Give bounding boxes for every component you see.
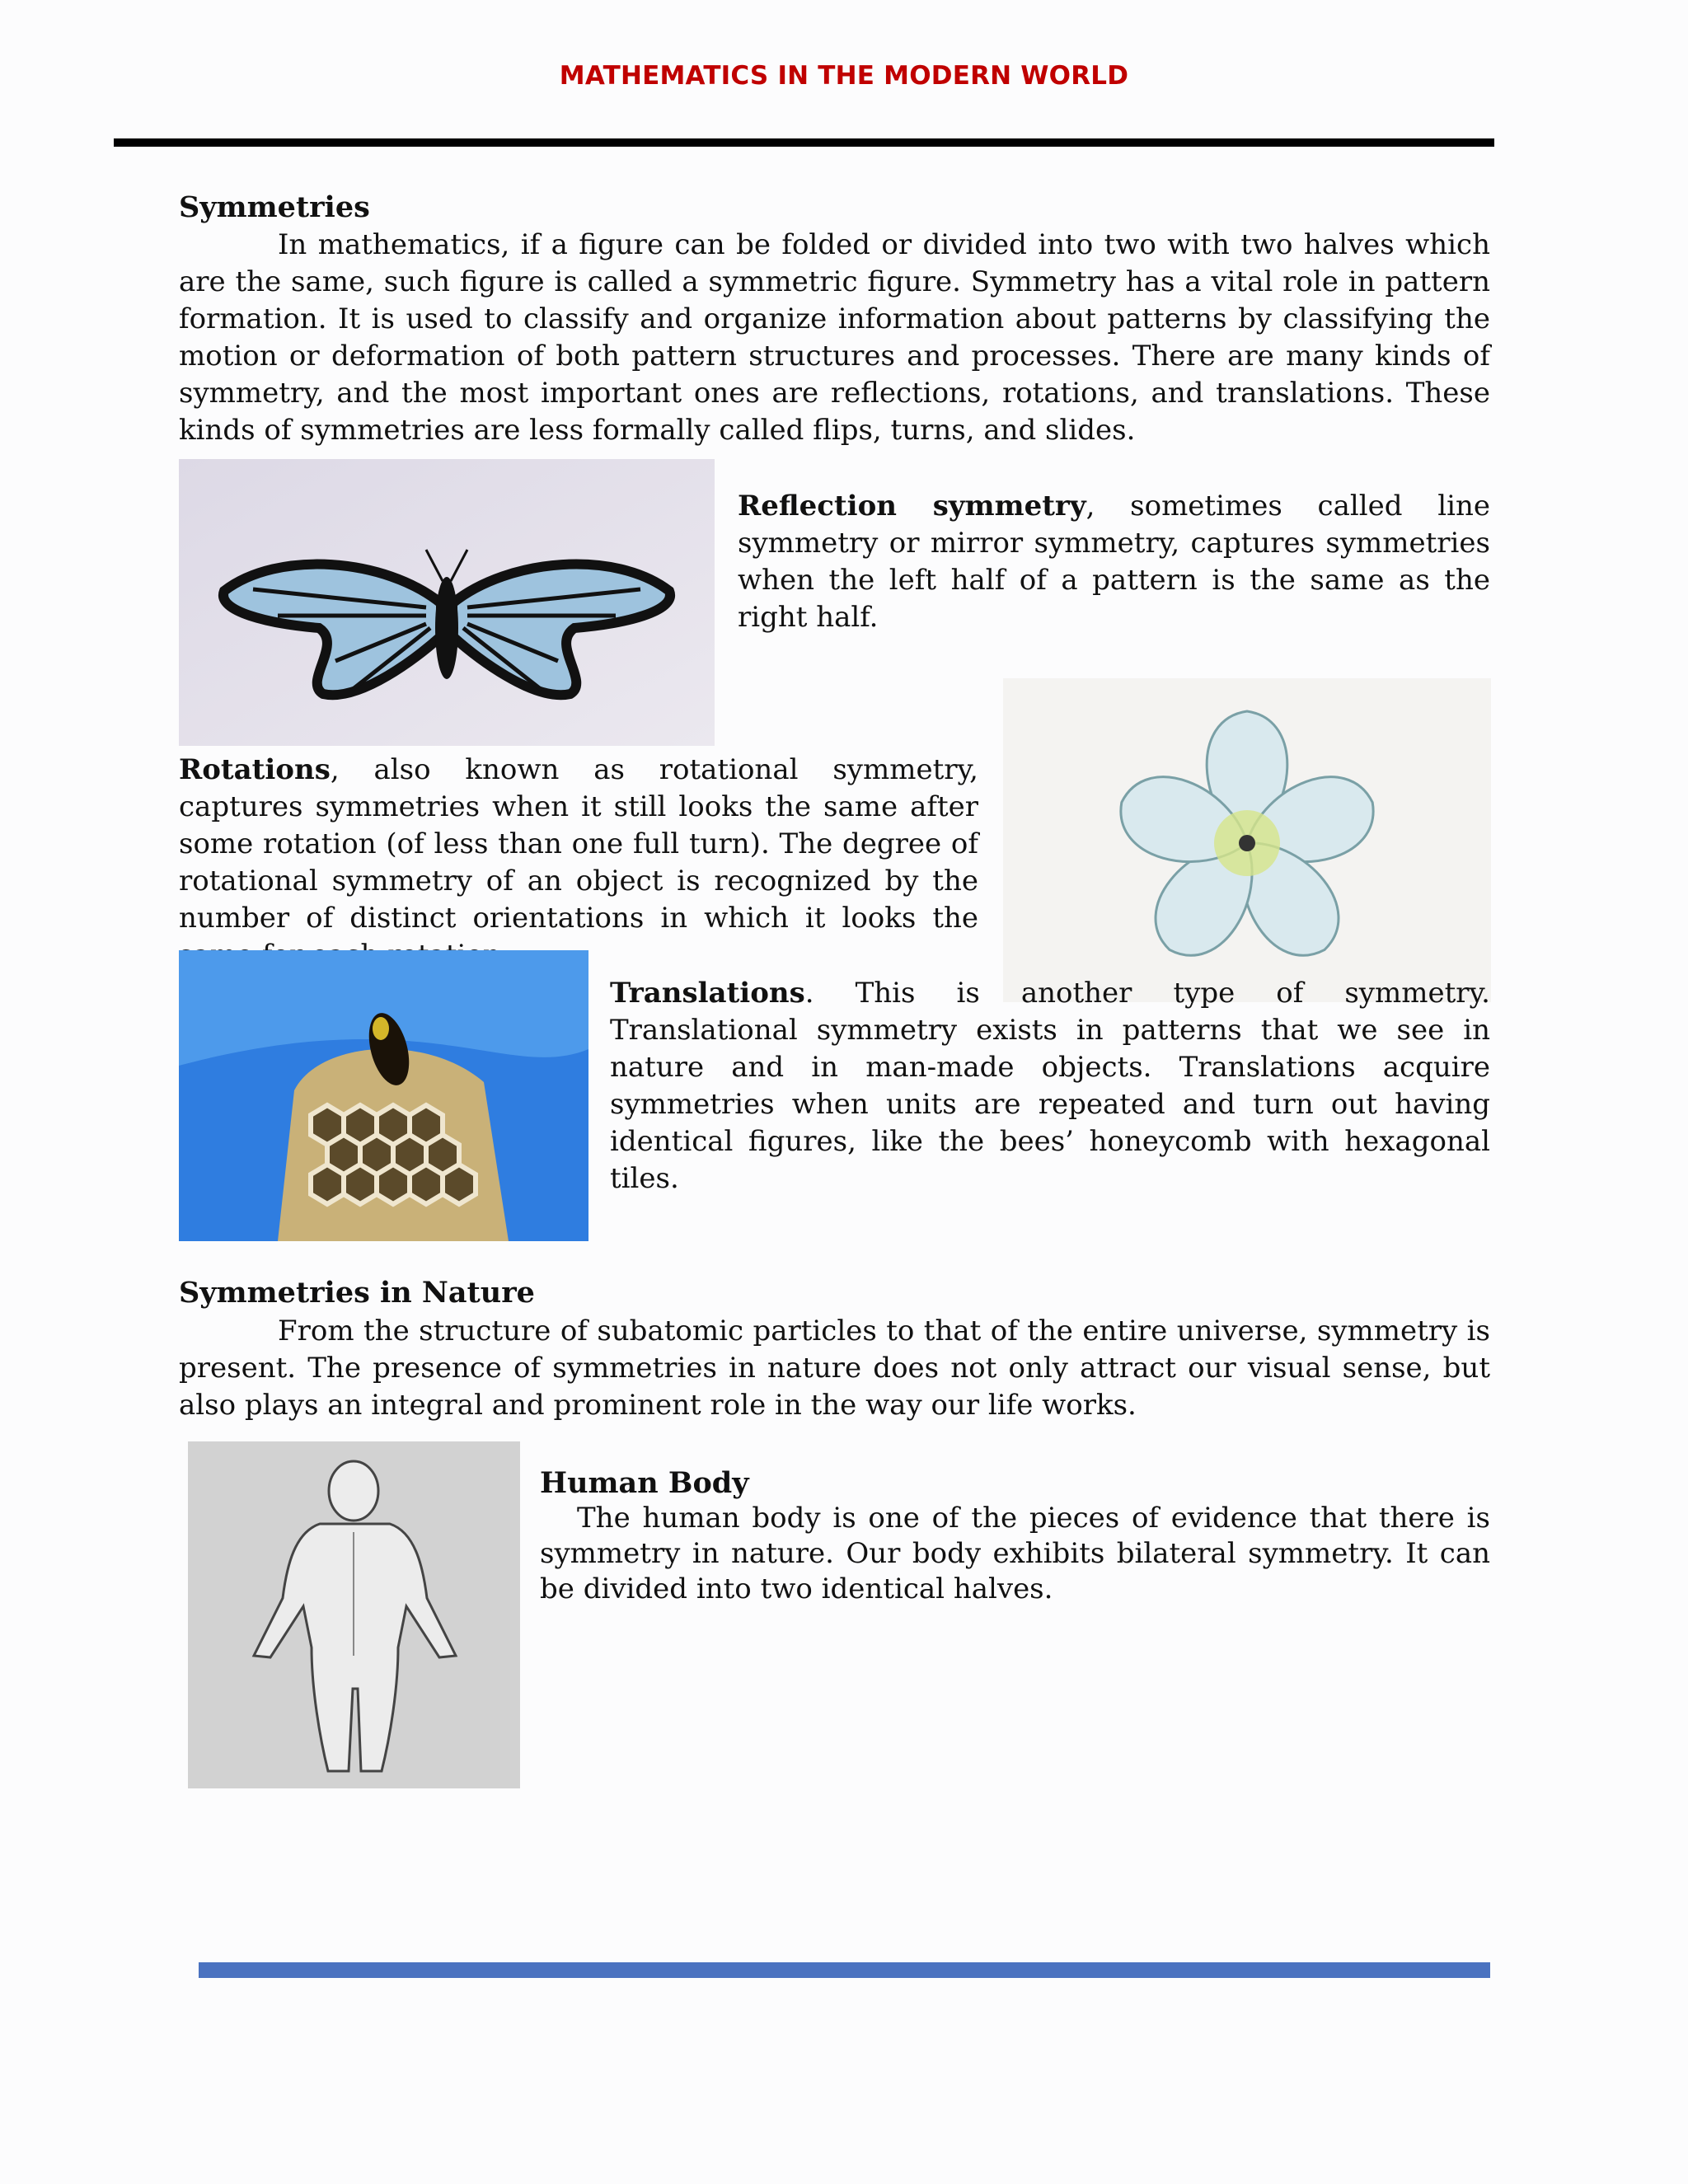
reflection-paragraph: [738, 488, 1490, 636]
honeycomb-image: [179, 950, 588, 1241]
nature-paragraph: From the structure of subatomic particles to that of the entire universe, symmetry is present. The presence of symmetries in nature does not only attract our visual sense, but also plays an integral and prominent role in the way our life works.: [179, 1315, 1490, 1422]
human-body-image: [188, 1441, 520, 1788]
rotations-term: Rotations: [179, 753, 331, 786]
header-rule: [114, 138, 1494, 147]
translations-text: . This is another type of symmetry. Translational symmetry exists in patterns that we see in nature and in man-made objects. Translations acquire symmetries when units are repeated and turn out having identical figures, like the bees’ honeycomb with hexagonal tiles.: [610, 977, 1490, 1195]
translations-paragraph: [610, 975, 1490, 1197]
rotations-text: , also known as rotational symmetry, captures symmetries when it still looks the same after some rotation (of less than one full turn). The degree of rotational symmetry of an object is recognized by the number of distinct orientations in which it looks the: [179, 753, 978, 935]
butterfly-image: [179, 459, 715, 746]
reflection-text: , sometimes called line symmetry or mirror symmetry, captures symmetries when the left half of a pattern is the same as the right half.: [738, 490, 1490, 634]
flower-image: [1003, 678, 1491, 1002]
human-body-paragraph: The human body is one of the pieces of evidence that there is symmetry in nature. Our body exhibits bilateral symmetry. It can be divided into two identical halves.: [540, 1502, 1490, 1605]
page-header-title: MATHEMATICS IN THE MODERN WORLD: [559, 61, 1129, 91]
rotations-paragraph: [179, 752, 978, 974]
nature-heading: Symmetries in Nature: [179, 1276, 535, 1310]
reflection-term: Reflection symmetry: [738, 490, 1086, 523]
symmetries-paragraph: In mathematics, if a figure can be folded or divided into two with two halves which are the same, such figure is called a symmetric figure. Symmetry has a vital role in pattern formation. It is used to classify and organize information about patterns by classifying the motion or deformation of both pattern structures and processes. There are many kinds of symmetry, and the most important ones are reflections, rotations, and translations. These kinds of symmetries are less formally called flips, turns, and slides.: [179, 228, 1490, 447]
symmetries-heading: Symmetries: [179, 190, 370, 224]
human-body-heading: Human Body: [540, 1466, 749, 1500]
footer-rule: [199, 1962, 1490, 1978]
translations-term: Translations: [610, 977, 805, 1010]
